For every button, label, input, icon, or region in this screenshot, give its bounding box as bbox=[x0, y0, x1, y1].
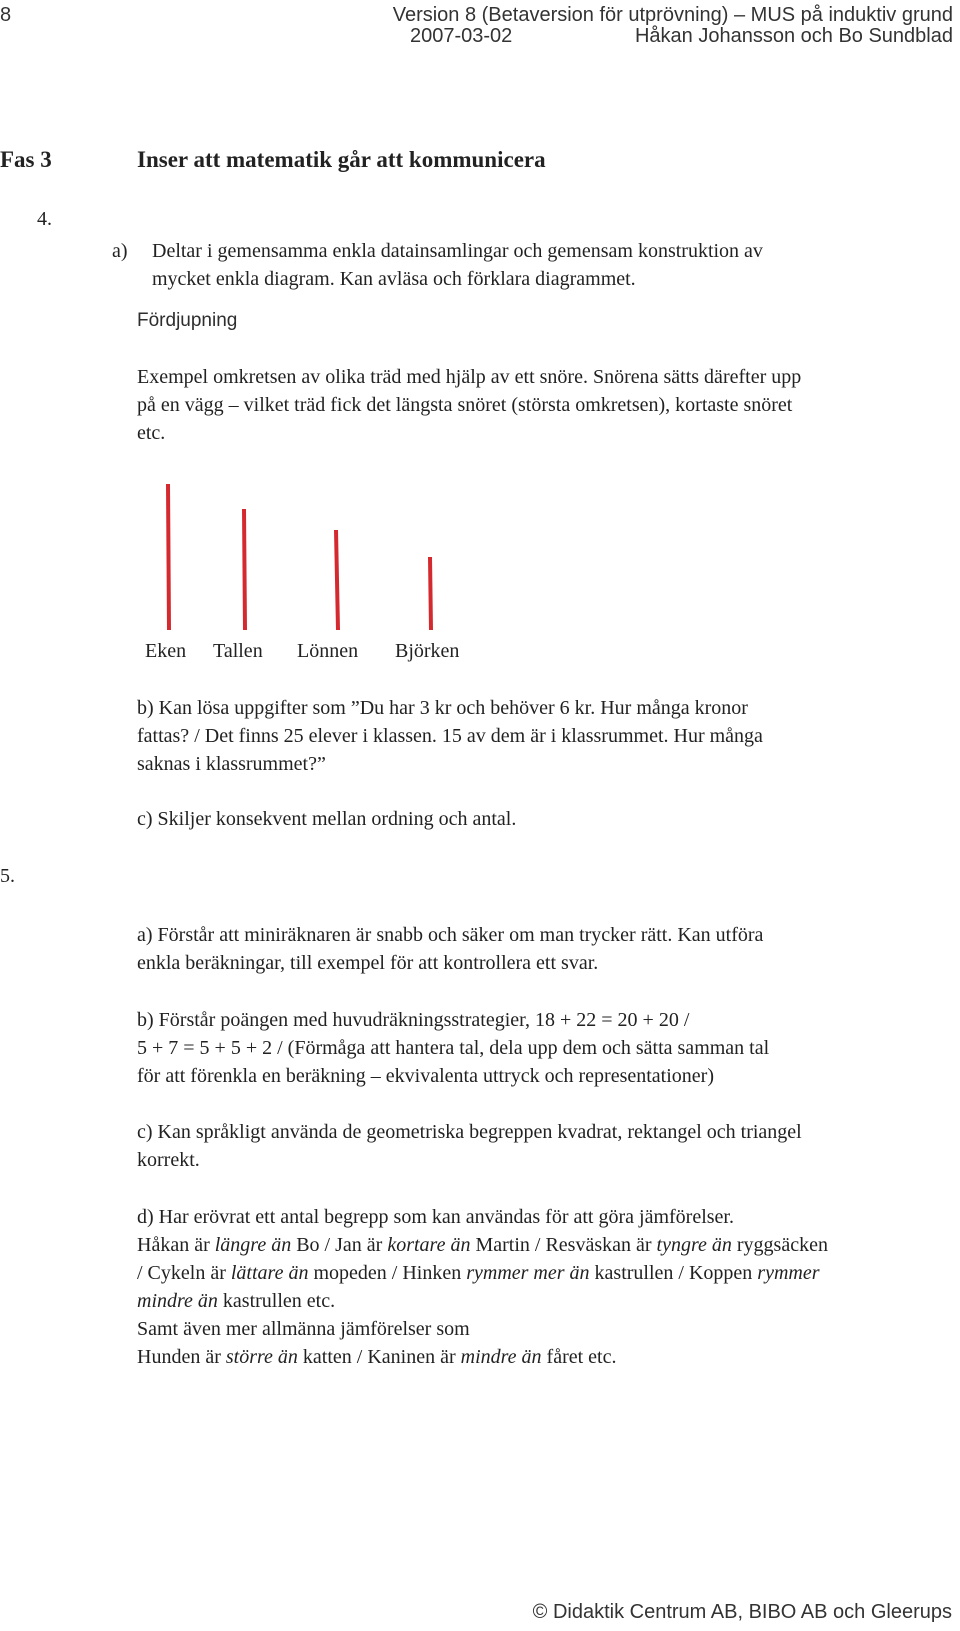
item5-b-line2: 5 + 7 = 5 + 5 + 2 / (Förmåga att hantera tal, dela upp dem och sätta samman tal bbox=[137, 1037, 770, 1059]
footer-text: Didaktik Centrum AB, BIBO AB och Gleerups bbox=[552, 1601, 952, 1623]
category-label: Eken bbox=[145, 640, 187, 662]
item4-a-label: a) bbox=[112, 240, 128, 262]
item5-c-line1: c) Kan språkligt använda de geometriska begreppen kvadrat, rektangel och triangel bbox=[137, 1121, 802, 1143]
category-label: Tallen bbox=[213, 640, 263, 662]
item-number-4: 4. bbox=[37, 208, 52, 230]
item5-d-line1: d) Har erövrat ett antal begrepp som kan användas för att göra jämförelser. bbox=[137, 1206, 734, 1228]
item5-b-line1: b) Förstår poängen med huvudräkningsstrategier, 18 + 22 = 20 + 20 / bbox=[137, 1009, 690, 1031]
item-number-5: 5. bbox=[0, 865, 15, 887]
phase-title: Inser att matematik går att kommunicera bbox=[137, 147, 546, 172]
item4-b-line1: b) Kan lösa uppgifter som ”Du har 3 kr och behöver 6 kr. Hur många kronor bbox=[137, 697, 748, 719]
page-number: 8 bbox=[0, 4, 12, 26]
header-version: Version 8 (Betaversion för utprövning) – MUS på induktiv grund bbox=[392, 4, 953, 26]
item5-c-line2: korrekt. bbox=[137, 1149, 200, 1171]
header-authors: Håkan Johansson och Bo Sundblad bbox=[634, 25, 953, 47]
chart-labels bbox=[0, 640, 960, 670]
item5-d-line6: Hunden är större än katten / Kaninen är mindre än fåret etc. bbox=[137, 1346, 617, 1368]
string-bar-björken bbox=[430, 557, 431, 630]
category-label: Lönnen bbox=[297, 640, 359, 662]
string-bar-tallen bbox=[244, 509, 245, 630]
item4-b-line2: fattas? / Det finns 25 elever i klassen. 15 av dem är i klassrummet. Hur många bbox=[137, 725, 763, 747]
string-bar-lönnen bbox=[336, 530, 338, 630]
item4-b-line3: saknas i klassrummet?” bbox=[137, 753, 326, 775]
example-line1: Exempel omkretsen av olika träd med hjälp av ett snöre. Snörena sätts därefter upp bbox=[137, 366, 802, 388]
example-line2: på en vägg – vilket träd fick det längsta snöret (största omkretsen), kortaste snöret bbox=[137, 394, 793, 416]
header-date: 2007-03-02 bbox=[410, 25, 513, 47]
string-bar-eken bbox=[168, 484, 169, 630]
item5-d-line3: / Cykeln är lättare än mopeden / Hinken rymmer mer än kastrullen / Koppen rymmer bbox=[137, 1262, 820, 1284]
item4-a-line1: Deltar i gemensamma enkla datainsamlingar och gemensam konstruktion av bbox=[152, 240, 763, 262]
item5-a-line2: enkla beräkningar, till exempel för att kontrollera ett svar. bbox=[137, 952, 599, 974]
tree-string-chart bbox=[130, 470, 490, 640]
item5-b-line3: för att förenkla en beräkning – ekvivalenta uttryck och representationer) bbox=[137, 1065, 714, 1087]
item5-d-line4: mindre än kastrullen etc. bbox=[137, 1290, 336, 1312]
item4-c: c) Skiljer konsekvent mellan ordning och antal. bbox=[137, 808, 517, 830]
item4-a-line2: mycket enkla diagram. Kan avläsa och förklara diagrammet. bbox=[152, 268, 636, 290]
item5-a-line1: a) Förstår att miniräknaren är snabb och säker om man trycker rätt. Kan utföra bbox=[137, 924, 764, 946]
category-label: Björken bbox=[395, 640, 460, 662]
item5-d-line2: Håkan är längre än Bo / Jan är kortare än Martin / Resväskan är tyngre än ryggsäcken bbox=[137, 1234, 828, 1256]
fordjupning-heading: Fördjupning bbox=[137, 310, 238, 331]
phase-label: Fas 3 bbox=[0, 147, 52, 172]
example-line3: etc. bbox=[137, 422, 166, 444]
footer-copyright bbox=[533, 1601, 952, 1624]
copyright-icon: © bbox=[532, 1601, 548, 1623]
item5-d-line5: Samt även mer allmänna jämförelser som bbox=[137, 1318, 470, 1340]
